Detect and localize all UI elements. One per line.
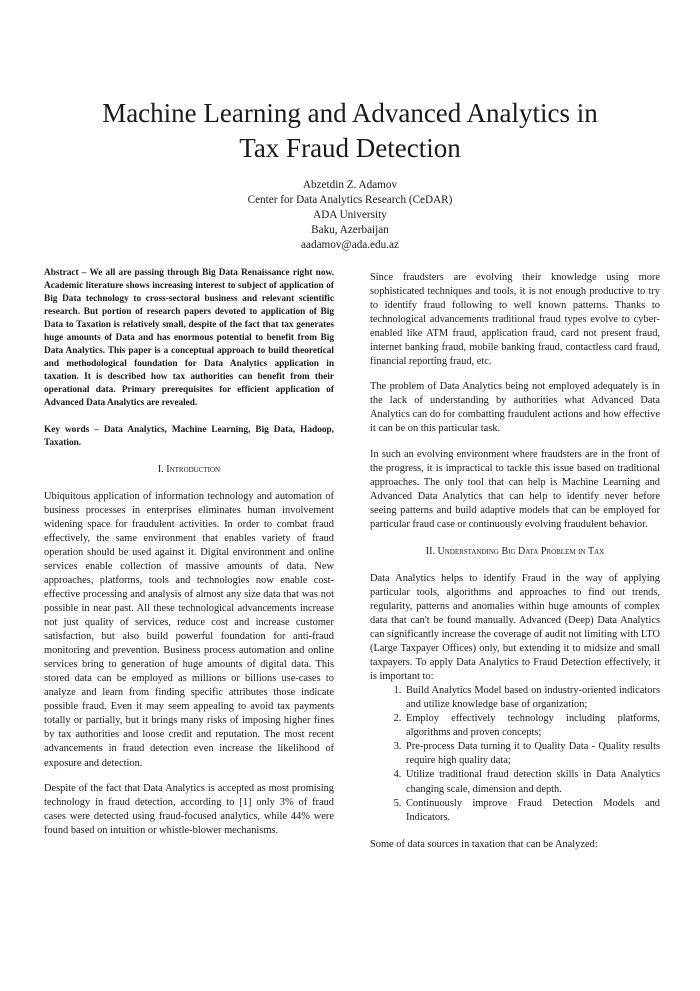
body-paragraph-data-sources: Some of data sources in taxation that can be Analyzed: (370, 838, 598, 850)
body-paragraph-data-analytics: Data Analytics helps to identify Fraud in the way of applying particular tools, algorithms and approaches to find out trends, regularity, patterns and anomalies within huge amounts of complex data that can't be found manually. Advanced (Deep) Data Analytics can significantly increase the coverage of audit not limiting with LTO (Large Taxpayer Offices) only, but extending it to midsize and small taxpayers. To apply Data Analytics to Fraud Detection effectively, it is important to: (370, 572, 660, 683)
section-initial: T (587, 545, 595, 557)
left-column (44, 267, 334, 838)
list-item: 3. Pre-process Data turning it to Quality Data - Quality results require high quality data; (404, 740, 660, 768)
title-line-2: Tax Fraud Detection (239, 133, 461, 163)
section-word: roblem in (546, 545, 588, 557)
title-line-1: Machine Learning and Advanced Analytics in (102, 98, 598, 128)
abstract: Abstract – We all are passing through Big Data Renaissance right now. Academic literature shows increasing interest to subject of application of Big Data technology to cross-sectoral business and relevant scientific research. But portion of research papers devoted to application of Big Data to Taxation is relatively small, despite of the fact that tax generates huge amounts of Data and has enormous potential to benefit from Big Data Analytics. This paper is a conceptual approach to build theoretical and methodological foundation for Data Analytics application in taxation. It is described how tax authorities can benefit from their operational data. Primary prerequisites for efficient application of Advanced Data Analytics are revealed. (44, 268, 334, 409)
list-item: 2. Employ effectively technology including platforms, algorithms and proven concepts; (404, 712, 660, 740)
list-item: 4. Utilize traditional fraud detection skills in Data Analytics changing scale, dimension and depth. (404, 768, 660, 796)
section-initial: P (540, 545, 547, 557)
section-numeral: II. (425, 545, 438, 557)
section-word: ata (525, 545, 541, 557)
section-word: nderstanding (444, 545, 502, 557)
list-item: 5. Continuously improve Fraud Detection Models and Indicators. (404, 797, 660, 825)
author-block (40, 178, 660, 253)
author-university: ADA University (313, 209, 387, 221)
section-heading-introduction (44, 463, 334, 477)
intro-paragraph-2: Despite of the fact that Data Analytics is accepted as most promising technology in fraud detection, according to [1] only 3% of fraud cases were detected using fraud-focused analytics, while 44% were found based on intuition or whistle-blower mechanisms. (44, 782, 334, 836)
author-email: aadamov@ada.edu.az (301, 239, 399, 251)
body-paragraph-fraud-evolution: Since fraudsters are evolving their knowledge using more sophisticated techniques and tools, it is not enough productive to try to identify fraud following to well known patterns. Thanks to technological advancements traditional fraud types evolve to cyber-enabled like ATM fraud, application fraud, card not present fraud, internet banking fraud, mobile banking fraud, contactless card fraud, financial reporting fraud, etc. (370, 272, 660, 368)
author-name: Abzetdin Z. Adamov (302, 179, 398, 191)
body-paragraph-environment: In such an evolving environment where fraudsters are in the front of the progress, it is impractical to tackle this issue based on traditional approaches. The only tool that can help is Machine Learning and Advanced Data Analytics that can help to identify never before seeing patterns and build adaptive models that can be employed for particular fraud case or continuously evolving fraudulent behavior. (370, 448, 660, 530)
paper-title (40, 96, 660, 166)
section-word: ig (508, 545, 519, 557)
list-item: 1. Build Analytics Model based on industry-oriented indicators and utilize knowledge base of organization; (404, 684, 660, 712)
section-numeral: I. (157, 463, 167, 475)
section-heading-big-data-problem (370, 545, 660, 559)
section-rest: ntroduction (169, 463, 221, 475)
recommendations-list (370, 684, 660, 824)
section-initial: I (166, 463, 170, 475)
section-initial: D (518, 545, 526, 557)
section-initial: B (501, 545, 509, 557)
author-location: Baku, Azerbaijan (311, 224, 389, 236)
right-column (370, 271, 660, 852)
intro-paragraph-1: Ubiquitous application of information technology and automation of business processes in enterprises eliminates human involvement widening space for fraudulent activities. In order to combat fraud effectively, the same environment that enables variety of fraud operation should be used against it. Digital environment and online services enable collection of massive amounts of data. New approaches, platforms, tools and technologies now enable cost-effective processing and analysis of almost any size data that was not possible in near past. All these technological advancements increase not just quality of services, reduce cost and increase customer satisfaction, but also build powerful foundation for anti-fraud monitoring and prevention. Business process automation and online services bring to generation of huge amounts of digital data. This stored data can be employed as millions or billions use-cases to analyze and learn from finding specific attributes those indicate possible fraud. Even it may seem appealing to avoid tax payments totally or partially, but it brings many risks of imposing higher fines by tax authorities and loose credit and reputation. The most recent advancements in fraud detection even increase the likelihood of exposure and detection. (44, 490, 334, 769)
section-word: ax (594, 545, 605, 557)
section-initial: U (437, 545, 445, 557)
author-affiliation: Center for Data Analytics Research (CeDAR) (247, 194, 453, 206)
body-paragraph-problem: The problem of Data Analytics being not employed adequately is in the lack of understanding by authorities what Advanced Data Analytics can do for combatting fraudulent actions and how effective it can be on this particular task. (370, 381, 660, 435)
keywords: Key words – Data Analytics, Machine Learning, Big Data, Hadoop, Taxation. (44, 424, 334, 448)
